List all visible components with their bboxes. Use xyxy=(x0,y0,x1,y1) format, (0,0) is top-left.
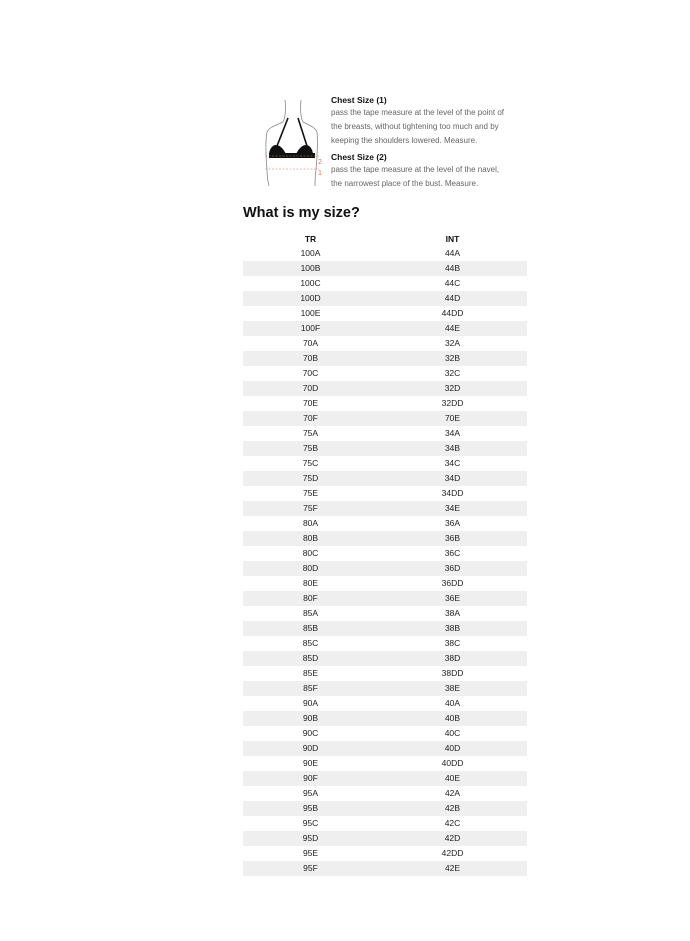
int-size-cell: 44E xyxy=(444,323,461,333)
int-size-cell: 32DD xyxy=(441,398,464,408)
table-row xyxy=(243,381,527,396)
table-row xyxy=(243,411,527,426)
tr-size-cell: 85E xyxy=(302,668,319,678)
guide-title: Chest Size (2) xyxy=(331,152,387,162)
tr-size-cell: 95C xyxy=(302,818,319,828)
table-row xyxy=(243,351,527,366)
int-size-cell: 36DD xyxy=(441,578,464,588)
tr-size-cell: 70F xyxy=(303,413,318,423)
page-title: What is my size? xyxy=(243,205,360,221)
table-row xyxy=(243,531,527,546)
tr-size-cell: 75D xyxy=(302,473,319,483)
table-row xyxy=(243,816,527,831)
tr-size-cell: 90D xyxy=(302,743,319,753)
tr-size-cell: 80D xyxy=(302,563,319,573)
table-row xyxy=(243,861,527,876)
marker-1-label: 1 xyxy=(318,170,322,177)
int-size-cell: 42E xyxy=(444,863,461,873)
tr-size-cell: 85B xyxy=(302,623,319,633)
marker-2-label: 2 xyxy=(318,159,322,166)
int-size-cell: 44DD xyxy=(441,308,464,318)
tr-size-cell: 75C xyxy=(302,458,319,468)
table-body xyxy=(243,246,527,876)
table-row xyxy=(243,291,527,306)
int-size-cell: 40DD xyxy=(441,758,464,768)
table-row xyxy=(243,471,527,486)
table-row xyxy=(243,831,527,846)
int-size-cell: 44A xyxy=(444,248,461,258)
tr-size-cell: 100C xyxy=(300,278,321,288)
table-row xyxy=(243,426,527,441)
tr-size-cell: 100D xyxy=(300,293,321,303)
table-row xyxy=(243,441,527,456)
int-size-cell: 34A xyxy=(444,428,461,438)
table-header-row xyxy=(243,233,527,246)
tr-size-cell: 80C xyxy=(302,548,319,558)
tr-size-cell: 75A xyxy=(302,428,319,438)
table-row xyxy=(243,621,527,636)
int-size-cell: 36A xyxy=(444,518,461,528)
tr-size-cell: 95D xyxy=(302,833,319,843)
table-row xyxy=(243,786,527,801)
table-row xyxy=(243,336,527,351)
int-size-cell: 40C xyxy=(444,728,461,738)
int-size-cell: 44C xyxy=(444,278,461,288)
int-size-cell: 38DD xyxy=(441,668,464,678)
int-size-cell: 38C xyxy=(444,638,461,648)
guide-text-line: the narrowest place of the bust. Measure. xyxy=(331,179,479,188)
int-size-cell: 34E xyxy=(444,503,461,513)
table-row xyxy=(243,756,527,771)
table-row xyxy=(243,771,527,786)
tr-size-cell: 100A xyxy=(300,248,321,258)
table-row xyxy=(243,741,527,756)
tr-size-cell: 95B xyxy=(302,803,319,813)
int-size-cell: 36C xyxy=(444,548,461,558)
table-row xyxy=(243,726,527,741)
tr-size-cell: 70E xyxy=(302,398,319,408)
int-size-cell: 38D xyxy=(444,653,461,663)
table-row xyxy=(243,591,527,606)
int-size-cell: 42B xyxy=(444,803,461,813)
int-size-cell: 44B xyxy=(444,263,461,273)
tr-size-cell: 90F xyxy=(303,773,318,783)
table-row xyxy=(243,306,527,321)
tr-size-cell: 75F xyxy=(303,503,318,513)
int-size-cell: 40D xyxy=(444,743,461,753)
int-size-cell: 34DD xyxy=(441,488,464,498)
table-row xyxy=(243,666,527,681)
tr-size-cell: 75B xyxy=(302,443,319,453)
column-header-int: INT xyxy=(445,234,460,244)
int-size-cell: 34B xyxy=(444,443,461,453)
tr-size-cell: 95A xyxy=(302,788,319,798)
tr-size-cell: 85C xyxy=(302,638,319,648)
tr-size-cell: 95E xyxy=(302,848,319,858)
tr-size-cell: 70D xyxy=(302,383,319,393)
tr-size-cell: 80A xyxy=(302,518,319,528)
int-size-cell: 38A xyxy=(444,608,461,618)
guide-item-chest-size-2 xyxy=(331,151,531,191)
int-size-cell: 42D xyxy=(444,833,461,843)
int-size-cell: 70E xyxy=(444,413,461,423)
table-row xyxy=(243,276,527,291)
guide-item-chest-size-1 xyxy=(331,94,531,148)
table-row xyxy=(243,516,527,531)
int-size-cell: 32C xyxy=(444,368,461,378)
tr-size-cell: 70B xyxy=(302,353,319,363)
int-size-cell: 40B xyxy=(444,713,461,723)
table-row xyxy=(243,246,527,261)
int-size-cell: 38E xyxy=(444,683,461,693)
table-row xyxy=(243,366,527,381)
tr-size-cell: 90A xyxy=(302,698,319,708)
int-size-cell: 32D xyxy=(444,383,461,393)
torso-with-bra-icon xyxy=(255,96,327,188)
table-row xyxy=(243,576,527,591)
table-row xyxy=(243,846,527,861)
table-row xyxy=(243,261,527,276)
int-size-cell: 38B xyxy=(444,623,461,633)
int-size-cell: 36B xyxy=(444,533,461,543)
table-row xyxy=(243,396,527,411)
size-conversion-table xyxy=(243,233,527,876)
int-size-cell: 32A xyxy=(444,338,461,348)
table-row xyxy=(243,486,527,501)
table-row xyxy=(243,711,527,726)
tr-size-cell: 70C xyxy=(302,368,319,378)
int-size-cell: 36D xyxy=(444,563,461,573)
table-row xyxy=(243,456,527,471)
guide-text-line: the breasts, without tightening too much and by xyxy=(331,122,499,131)
tr-size-cell: 100F xyxy=(300,323,321,333)
int-size-cell: 34C xyxy=(444,458,461,468)
tr-size-cell: 90E xyxy=(302,758,319,768)
tr-size-cell: 85F xyxy=(303,683,318,693)
int-size-cell: 44D xyxy=(444,293,461,303)
table-row xyxy=(243,546,527,561)
tr-size-cell: 75E xyxy=(302,488,319,498)
tr-size-cell: 80F xyxy=(303,593,318,603)
guide-text-line: pass the tape measure at the level of the navel, xyxy=(331,165,500,174)
measurement-guide xyxy=(331,94,531,191)
tr-size-cell: 95F xyxy=(303,863,318,873)
int-size-cell: 36E xyxy=(444,593,461,603)
tr-size-cell: 100E xyxy=(300,308,321,318)
guide-title: Chest Size (1) xyxy=(331,95,387,105)
guide-text-line: keeping the shoulders lowered. Measure. xyxy=(331,136,478,145)
tr-size-cell: 85D xyxy=(302,653,319,663)
column-header-tr: TR xyxy=(304,234,317,244)
tr-size-cell: 80E xyxy=(302,578,319,588)
guide-text-line: pass the tape measure at the level of the point of xyxy=(331,108,504,117)
int-size-cell: 34D xyxy=(444,473,461,483)
int-size-cell: 40E xyxy=(444,773,461,783)
chest-measurement-illustration xyxy=(255,96,327,188)
table-row xyxy=(243,561,527,576)
table-row xyxy=(243,636,527,651)
tr-size-cell: 100B xyxy=(300,263,321,273)
tr-size-cell: 90C xyxy=(302,728,319,738)
table-row xyxy=(243,651,527,666)
table-row xyxy=(243,696,527,711)
int-size-cell: 42C xyxy=(444,818,461,828)
table-row xyxy=(243,681,527,696)
tr-size-cell: 80B xyxy=(302,533,319,543)
table-row xyxy=(243,501,527,516)
tr-size-cell: 90B xyxy=(302,713,319,723)
int-size-cell: 32B xyxy=(444,353,461,363)
table-row xyxy=(243,606,527,621)
int-size-cell: 42A xyxy=(444,788,461,798)
int-size-cell: 42DD xyxy=(441,848,464,858)
table-row xyxy=(243,801,527,816)
table-row xyxy=(243,321,527,336)
tr-size-cell: 85A xyxy=(302,608,319,618)
tr-size-cell: 70A xyxy=(302,338,319,348)
int-size-cell: 40A xyxy=(444,698,461,708)
